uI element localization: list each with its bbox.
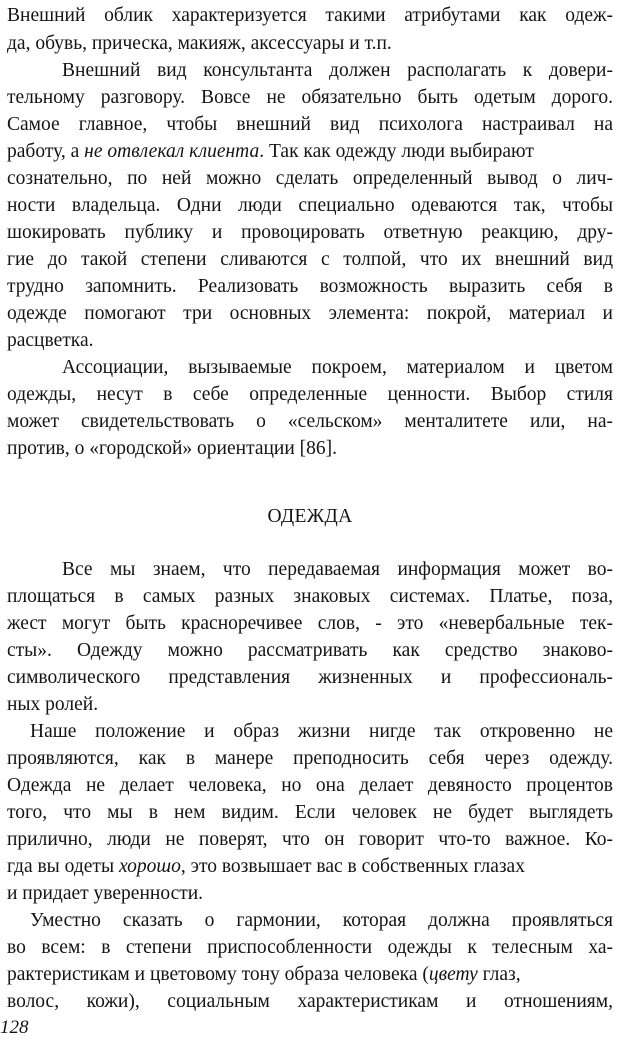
text-line: расцветка. bbox=[7, 330, 94, 351]
text-segment: глаз, bbox=[477, 964, 521, 985]
text-segment: , это возвышает вас в собственных глазах bbox=[180, 856, 525, 877]
text-segment: работу, а bbox=[7, 141, 80, 162]
text-line: Наше положение и образ жизни нигде так откровенно не bbox=[30, 721, 613, 742]
text-line: Уместно сказать о гармонии, которая должна проявляться bbox=[30, 910, 613, 931]
text-line: Внешний облик характеризуется такими атрибутами как одеж- bbox=[7, 5, 613, 26]
text-line: волос, кожи), социальным характеристикам и отношениям, bbox=[7, 991, 613, 1012]
text-line: одежды, несут в себе определенные ценности. Выбор стиля bbox=[7, 384, 613, 405]
text-line: Одежда не делает человека, но она делает девяносто процентов bbox=[7, 775, 613, 796]
text-line: да, обувь, прическа, макияж, аксессуары и т.п. bbox=[7, 33, 392, 54]
text-line: трудно запомнить. Реализовать возможность выразить себя в bbox=[7, 276, 613, 297]
text-line: ных ролей. bbox=[7, 694, 99, 715]
text-line: Самое главное, чтобы внешний вид психолога настраивал на bbox=[7, 114, 613, 135]
text-line: сознательно, по ней можно сделать определенный вывод о лич- bbox=[7, 168, 613, 189]
text-line: символического представления жизненных и профессиональ- bbox=[7, 667, 613, 688]
text-line-mixed bbox=[7, 138, 613, 165]
text-line: того, что мы в нем видим. Если человек не будет выглядеть bbox=[7, 802, 613, 823]
text-line: гие до такой степени сливаются с толпой, что их внешний вид bbox=[7, 249, 613, 270]
text-line: ности владельца. Одни люди специально одеваются так, чтобы bbox=[7, 195, 613, 216]
text-segment: гда вы одеты bbox=[7, 856, 115, 877]
page-number: 128 bbox=[0, 1017, 29, 1038]
text-line: Все мы знаем, что передаваемая информация может во- bbox=[62, 559, 613, 580]
text-line: проявляются, как в манере преподносить себя через одежду. bbox=[7, 748, 613, 769]
text-segment: . Так как одежду люди выбирают bbox=[259, 141, 534, 162]
text-line: против, о «городской» ориентации [86]. bbox=[7, 438, 338, 459]
italic-emphasis: не отвлекал клиента bbox=[84, 141, 260, 162]
text-segment: рактеристикам и цветовому тону образа человека ( bbox=[7, 964, 429, 985]
text-line: тельному разговору. Вовсе не обязательно быть одетым дорого. bbox=[7, 87, 613, 108]
text-line: и придает уверенности. bbox=[7, 883, 204, 904]
text-line-mixed bbox=[7, 961, 613, 988]
text-line: Внешний вид консультанта должен располагать к довери- bbox=[62, 60, 613, 81]
text-line: во всем: в степени приспособленности одежды к телесным ха- bbox=[7, 937, 613, 958]
text-line: Ассоциации, вызываемые покроем, материалом и цветом bbox=[62, 357, 613, 378]
text-line-mixed bbox=[7, 853, 613, 880]
section-heading: ОДЕЖДА bbox=[267, 506, 353, 527]
text-line: сты». Одежду можно рассматривать как средство знаково- bbox=[7, 640, 613, 661]
italic-emphasis: хорошо bbox=[118, 856, 181, 877]
text-line: площаться в самых разных знаковых системах. Платье, поза, bbox=[7, 586, 613, 607]
italic-emphasis: цвету bbox=[428, 964, 478, 985]
text-line: жест могут быть красноречивее слов, - это «невербальные тек- bbox=[7, 613, 613, 634]
text-line: шокировать публику и провоцировать ответную реакцию, дру- bbox=[7, 222, 613, 243]
text-line: может свидетельствовать о «сельском» менталитете или, на- bbox=[7, 411, 613, 432]
text-line: прилично, люди не поверят, что он говорит что-то важное. Ко- bbox=[7, 829, 613, 850]
text-line: одежде помогают три основных элемента: покрой, материал и bbox=[7, 303, 613, 324]
